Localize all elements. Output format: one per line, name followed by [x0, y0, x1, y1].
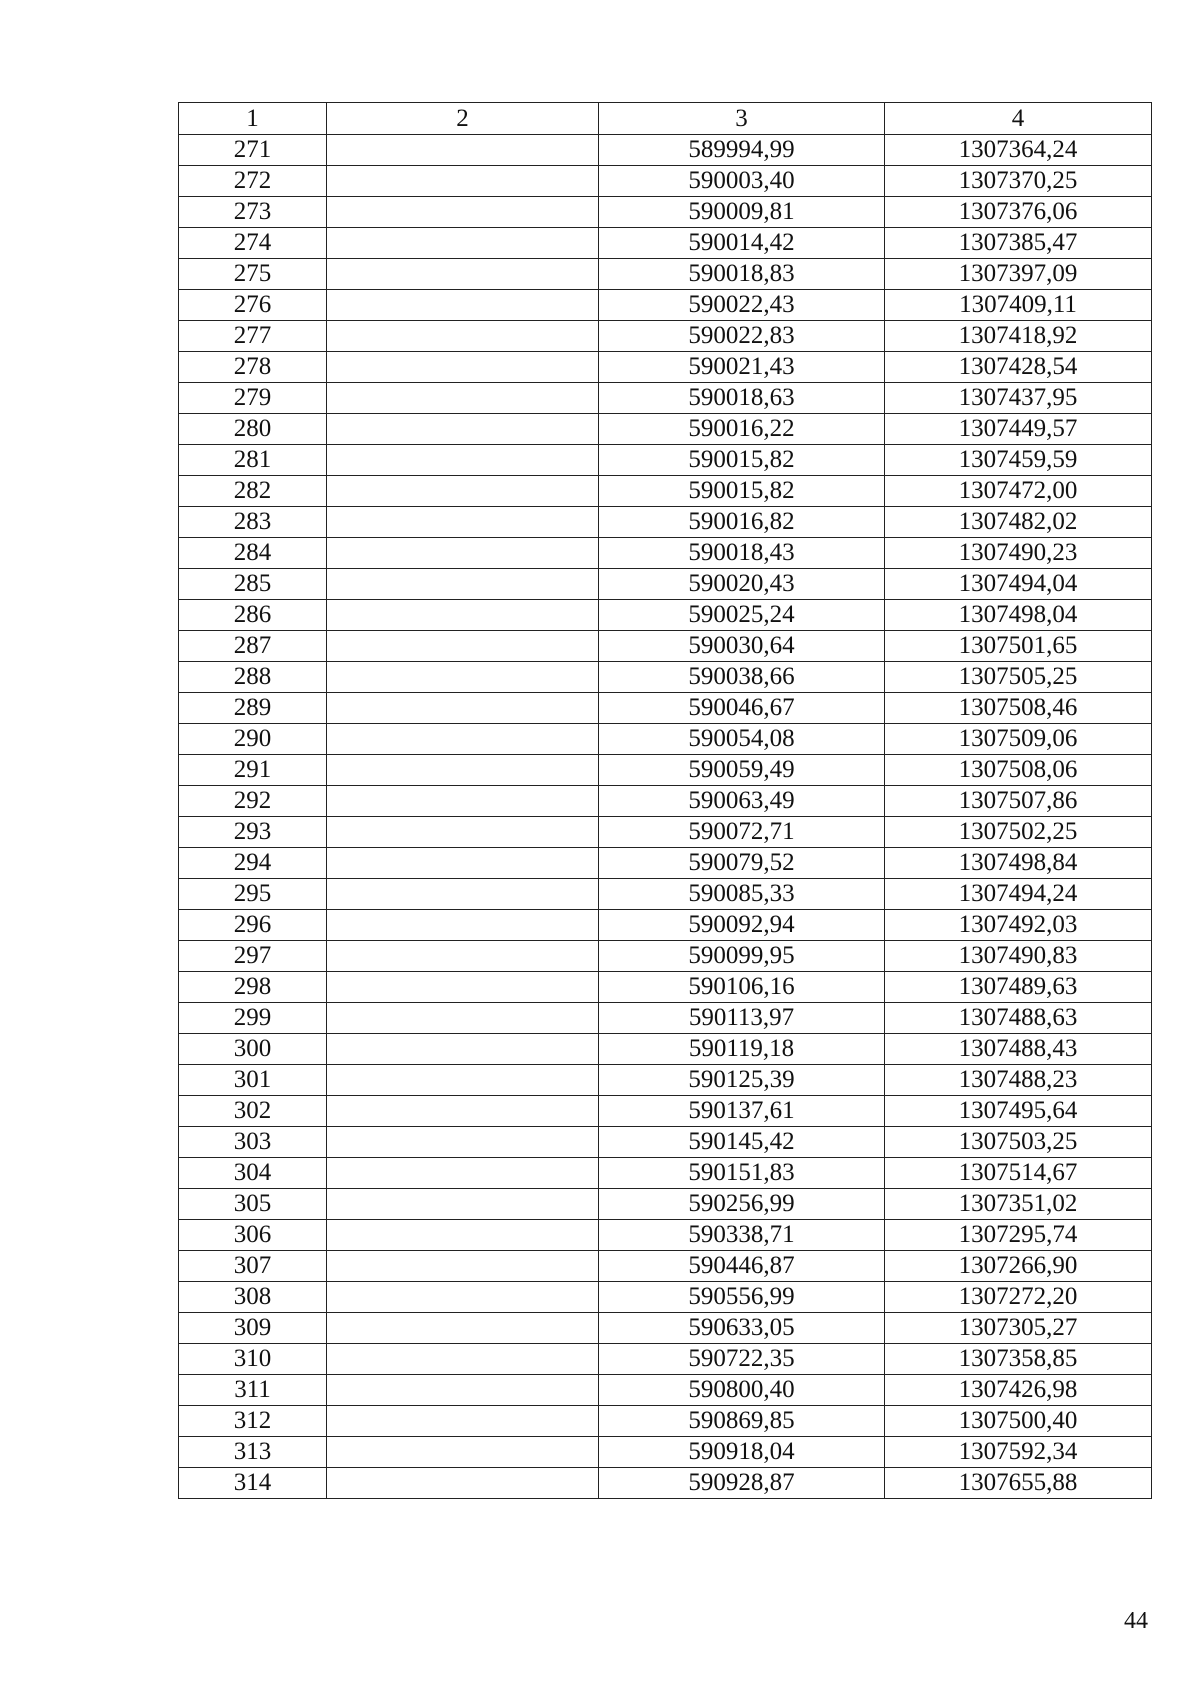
table-row [179, 1127, 1152, 1158]
table-cell: 590018,43 [599, 538, 885, 569]
table-cell: 275 [179, 259, 327, 290]
table-cell: 1307351,02 [885, 1189, 1152, 1220]
table-cell: 290 [179, 724, 327, 755]
table-cell [327, 383, 599, 414]
table-cell: 271 [179, 135, 327, 166]
table-cell: 590446,87 [599, 1251, 885, 1282]
table-body [179, 135, 1152, 1499]
header-row [179, 103, 1152, 135]
table-cell: 1307295,74 [885, 1220, 1152, 1251]
table-cell [327, 1468, 599, 1499]
table-row [179, 259, 1152, 290]
table-cell: 1307482,02 [885, 507, 1152, 538]
table-cell [327, 755, 599, 786]
table-cell: 309 [179, 1313, 327, 1344]
table-cell [327, 1313, 599, 1344]
table-cell: 590054,08 [599, 724, 885, 755]
table-row [179, 600, 1152, 631]
table-cell [327, 879, 599, 910]
table-row [179, 1344, 1152, 1375]
table-cell: 590106,16 [599, 972, 885, 1003]
table-row [179, 755, 1152, 786]
table-cell: 1307266,90 [885, 1251, 1152, 1282]
table-row [179, 1220, 1152, 1251]
table-cell: 1307358,85 [885, 1344, 1152, 1375]
table-cell: 1307449,57 [885, 414, 1152, 445]
table-cell: 590016,82 [599, 507, 885, 538]
table-cell [327, 1003, 599, 1034]
table-cell: 590145,42 [599, 1127, 885, 1158]
table-cell: 311 [179, 1375, 327, 1406]
table-cell [327, 1189, 599, 1220]
table-cell: 590556,99 [599, 1282, 885, 1313]
table-cell: 1307507,86 [885, 786, 1152, 817]
table-cell: 292 [179, 786, 327, 817]
table-row [179, 1468, 1152, 1499]
table-cell: 299 [179, 1003, 327, 1034]
table-cell: 590137,61 [599, 1096, 885, 1127]
table-cell: 1307490,23 [885, 538, 1152, 569]
column-header: 4 [885, 103, 1152, 135]
table-cell: 590016,22 [599, 414, 885, 445]
table-row [179, 1375, 1152, 1406]
table-cell [327, 631, 599, 662]
table-cell: 590151,83 [599, 1158, 885, 1189]
table-cell [327, 724, 599, 755]
table-cell: 313 [179, 1437, 327, 1468]
table-cell: 590338,71 [599, 1220, 885, 1251]
table-cell: 296 [179, 910, 327, 941]
table-cell: 590015,82 [599, 476, 885, 507]
table-cell [327, 507, 599, 538]
table-cell: 308 [179, 1282, 327, 1313]
table-cell: 304 [179, 1158, 327, 1189]
table-cell [327, 290, 599, 321]
table-cell: 590079,52 [599, 848, 885, 879]
table-cell: 590022,83 [599, 321, 885, 352]
table-cell: 283 [179, 507, 327, 538]
table-cell [327, 662, 599, 693]
table-cell: 272 [179, 166, 327, 197]
table-cell: 1307508,06 [885, 755, 1152, 786]
table-cell: 1307272,20 [885, 1282, 1152, 1313]
table-row [179, 1096, 1152, 1127]
table-cell: 274 [179, 228, 327, 259]
table-row [179, 786, 1152, 817]
table-row [179, 1065, 1152, 1096]
table-cell: 1307592,34 [885, 1437, 1152, 1468]
table-cell: 1307503,25 [885, 1127, 1152, 1158]
table-cell [327, 1034, 599, 1065]
table-row [179, 352, 1152, 383]
table-row [179, 1189, 1152, 1220]
table-cell: 590020,43 [599, 569, 885, 600]
table-cell: 294 [179, 848, 327, 879]
table-cell: 1307502,25 [885, 817, 1152, 848]
table-cell [327, 1406, 599, 1437]
table-cell: 590022,43 [599, 290, 885, 321]
table-cell: 301 [179, 1065, 327, 1096]
table-cell: 1307508,46 [885, 693, 1152, 724]
table-cell: 590018,63 [599, 383, 885, 414]
table-cell: 1307364,24 [885, 135, 1152, 166]
column-header: 3 [599, 103, 885, 135]
table-cell: 590119,18 [599, 1034, 885, 1065]
table-cell [327, 693, 599, 724]
table-cell: 590072,71 [599, 817, 885, 848]
table-row [179, 538, 1152, 569]
table-cell: 314 [179, 1468, 327, 1499]
table-cell: 1307655,88 [885, 1468, 1152, 1499]
table-cell: 285 [179, 569, 327, 600]
table-cell: 1307370,25 [885, 166, 1152, 197]
table-cell: 277 [179, 321, 327, 352]
table-row [179, 1158, 1152, 1189]
table-row [179, 879, 1152, 910]
table-cell: 288 [179, 662, 327, 693]
table-row [179, 941, 1152, 972]
table-cell: 305 [179, 1189, 327, 1220]
table-cell: 307 [179, 1251, 327, 1282]
table-cell: 280 [179, 414, 327, 445]
table-cell: 590869,85 [599, 1406, 885, 1437]
table-row [179, 693, 1152, 724]
table-cell: 1307495,64 [885, 1096, 1152, 1127]
table-cell [327, 538, 599, 569]
table-row [179, 972, 1152, 1003]
table-row [179, 569, 1152, 600]
table-row [179, 197, 1152, 228]
table-cell: 590125,39 [599, 1065, 885, 1096]
table-cell [327, 600, 599, 631]
column-header: 2 [327, 103, 599, 135]
table-cell: 590633,05 [599, 1313, 885, 1344]
table-row [179, 910, 1152, 941]
table-cell: 590113,97 [599, 1003, 885, 1034]
table-cell: 1307494,24 [885, 879, 1152, 910]
table-cell: 1307492,03 [885, 910, 1152, 941]
column-header: 1 [179, 103, 327, 135]
table-row [179, 848, 1152, 879]
table-cell: 289 [179, 693, 327, 724]
table-row [179, 135, 1152, 166]
table-cell: 590014,42 [599, 228, 885, 259]
table-cell [327, 352, 599, 383]
table-cell: 310 [179, 1344, 327, 1375]
table-cell: 590085,33 [599, 879, 885, 910]
table-row [179, 1313, 1152, 1344]
table-cell: 590092,94 [599, 910, 885, 941]
table-cell: 1307501,65 [885, 631, 1152, 662]
table-row [179, 507, 1152, 538]
table-row [179, 662, 1152, 693]
table-cell [327, 1158, 599, 1189]
table-cell: 590046,67 [599, 693, 885, 724]
table-row [179, 383, 1152, 414]
table-cell [327, 1375, 599, 1406]
table-cell [327, 786, 599, 817]
table-cell: 1307426,98 [885, 1375, 1152, 1406]
table-cell: 590722,35 [599, 1344, 885, 1375]
table-row [179, 1282, 1152, 1313]
table-cell: 590018,83 [599, 259, 885, 290]
table-cell [327, 166, 599, 197]
table-cell [327, 1344, 599, 1375]
table-cell [327, 1127, 599, 1158]
table-cell: 1307505,25 [885, 662, 1152, 693]
table-row [179, 724, 1152, 755]
table-cell: 590009,81 [599, 197, 885, 228]
table-row [179, 228, 1152, 259]
table-cell: 295 [179, 879, 327, 910]
table-cell: 590059,49 [599, 755, 885, 786]
table-cell [327, 445, 599, 476]
table-cell [327, 1220, 599, 1251]
table-cell: 1307514,67 [885, 1158, 1152, 1189]
table-cell [327, 476, 599, 507]
table-row [179, 631, 1152, 662]
table-cell: 1307418,92 [885, 321, 1152, 352]
table-cell: 1307397,09 [885, 259, 1152, 290]
table-cell [327, 259, 599, 290]
table-cell: 590030,64 [599, 631, 885, 662]
table-cell: 282 [179, 476, 327, 507]
table-row [179, 1251, 1152, 1282]
table-row [179, 414, 1152, 445]
table-row [179, 1034, 1152, 1065]
table-cell: 1307509,06 [885, 724, 1152, 755]
table-cell [327, 135, 599, 166]
table-cell: 278 [179, 352, 327, 383]
table-cell: 1307498,84 [885, 848, 1152, 879]
table-cell: 1307488,43 [885, 1034, 1152, 1065]
table-cell: 590918,04 [599, 1437, 885, 1468]
table-header [179, 103, 1152, 135]
table-cell: 589994,99 [599, 135, 885, 166]
table-cell [327, 197, 599, 228]
table-cell [327, 1251, 599, 1282]
table-cell: 590038,66 [599, 662, 885, 693]
table-cell: 590021,43 [599, 352, 885, 383]
table-cell: 590003,40 [599, 166, 885, 197]
table-cell: 1307437,95 [885, 383, 1152, 414]
table-cell [327, 1065, 599, 1096]
table-cell: 1307488,63 [885, 1003, 1152, 1034]
table-cell: 281 [179, 445, 327, 476]
table-cell: 590800,40 [599, 1375, 885, 1406]
table-cell: 590099,95 [599, 941, 885, 972]
table-cell: 312 [179, 1406, 327, 1437]
table-cell: 1307472,00 [885, 476, 1152, 507]
table-cell: 297 [179, 941, 327, 972]
table-cell: 590928,87 [599, 1468, 885, 1499]
table-cell [327, 1096, 599, 1127]
table-cell: 1307498,04 [885, 600, 1152, 631]
table-cell [327, 848, 599, 879]
table-cell: 590063,49 [599, 786, 885, 817]
table-cell: 279 [179, 383, 327, 414]
table-cell: 298 [179, 972, 327, 1003]
table-cell: 276 [179, 290, 327, 321]
table-row [179, 1003, 1152, 1034]
table-row [179, 476, 1152, 507]
table-cell [327, 228, 599, 259]
table-cell: 1307459,59 [885, 445, 1152, 476]
table-cell [327, 569, 599, 600]
table-cell [327, 1437, 599, 1468]
table-cell: 291 [179, 755, 327, 786]
coordinate-table [178, 102, 1152, 1499]
table-cell: 300 [179, 1034, 327, 1065]
table-cell: 286 [179, 600, 327, 631]
table-cell: 287 [179, 631, 327, 662]
table-row [179, 817, 1152, 848]
table-cell: 284 [179, 538, 327, 569]
table-cell: 293 [179, 817, 327, 848]
table-row [179, 290, 1152, 321]
table-cell [327, 321, 599, 352]
table-cell: 302 [179, 1096, 327, 1127]
table-cell: 1307376,06 [885, 197, 1152, 228]
table-cell: 1307409,11 [885, 290, 1152, 321]
table-cell: 303 [179, 1127, 327, 1158]
table-cell: 1307500,40 [885, 1406, 1152, 1437]
table-cell [327, 414, 599, 445]
table-row [179, 166, 1152, 197]
table-cell: 1307428,54 [885, 352, 1152, 383]
table-cell: 590025,24 [599, 600, 885, 631]
table-cell: 1307490,83 [885, 941, 1152, 972]
table-cell: 590015,82 [599, 445, 885, 476]
table-cell [327, 972, 599, 1003]
table-row [179, 1437, 1152, 1468]
table-cell: 590256,99 [599, 1189, 885, 1220]
table-row [179, 1406, 1152, 1437]
table-cell: 1307494,04 [885, 569, 1152, 600]
table-cell: 1307488,23 [885, 1065, 1152, 1096]
table-cell [327, 941, 599, 972]
table-cell: 306 [179, 1220, 327, 1251]
table-row [179, 321, 1152, 352]
table-cell: 273 [179, 197, 327, 228]
table-cell: 1307305,27 [885, 1313, 1152, 1344]
table-row [179, 445, 1152, 476]
table-cell: 1307385,47 [885, 228, 1152, 259]
table-cell [327, 817, 599, 848]
table-cell [327, 910, 599, 941]
table-cell [327, 1282, 599, 1313]
page-number: 44 [1124, 1608, 1148, 1634]
table-cell: 1307489,63 [885, 972, 1152, 1003]
